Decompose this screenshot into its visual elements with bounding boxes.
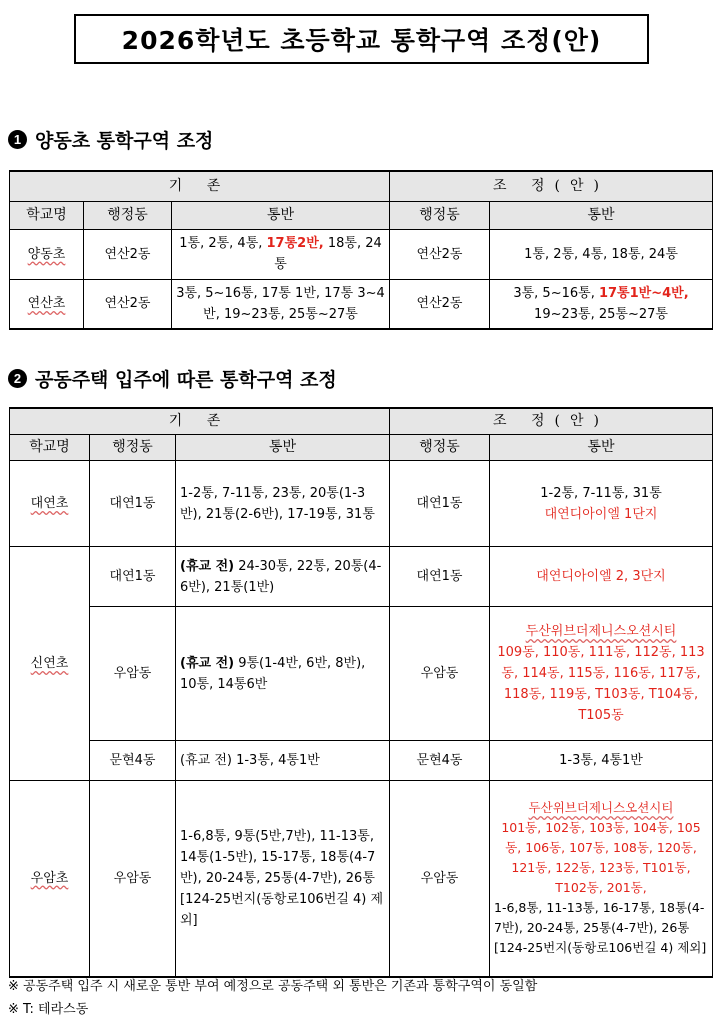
header-proposed: 조 정(안) [390,408,713,435]
new-complex-title: 두산위브더제니스오션시티 [528,800,674,816]
table-row [10,461,713,547]
section1-number-badge: 1 [8,130,27,149]
header-proposed: 조 정(안) [390,171,713,201]
table-row [10,547,713,607]
table-row [10,279,713,329]
dong-cell: 우암동 [90,607,176,741]
changed-tongban: 17통1반~4반, [598,285,689,301]
section2-heading [8,365,337,392]
col-dong: 행정동 [84,201,172,229]
dong-cell: 문현4동 [390,741,490,781]
tongban-cell: 1통, 2통, 4통, 17통2반, 18통, 24통 [172,229,390,279]
document-title-box [74,14,649,64]
tongban-cell [490,607,713,741]
footnote-1: ※ 공동주택 입주 시 새로운 통반 부여 예정으로 공동주택 외 통반은 기존과 통학구역이 동일함 [8,979,538,994]
section1-heading-text: 양동초 통학구역 조정 [35,130,214,152]
col-tongban: 통반 [176,435,390,461]
tongban-cell: 3통, 5~16통, 17통 1반, 17통 3~4반, 19~23통, 25통~27통 [172,279,390,329]
table-row [10,781,713,977]
section1-table [9,170,713,330]
changed-tongban: 17통2반, [266,236,324,251]
footnote-2: ※ T: 테라스동 [8,1002,89,1017]
header-existing: 기 존 [10,171,390,201]
dong-cell: 우암동 [90,781,176,977]
col-dong: 행정동 [390,201,490,229]
tongban-cell: 1통, 2통, 4통, 18통, 24통 [490,229,713,279]
section1-heading [8,126,213,153]
new-complex-buildings: 109동, 110동, 111동, 112동, 113동, 114동, 115동, 116동, 117동, 118동, 119동, T103동, T104동, T105동 [497,645,705,723]
dong-cell: 우암동 [390,781,490,977]
tongban-cell: 1-6,8통, 9통(5반,7반), 11-13통, 14통(1-5반), 15-17통, 18통(4-7반), 20-24통, 25통(4-7반), 26통[124-25번지(동항로106번길 4) 제외] [176,781,390,977]
section2-number-badge: 2 [8,369,27,388]
new-complex-buildings: 101동, 102동, 103동, 104동, 105동, 106동, 107동, 108동, 120동, 121동, 122동, 123동, T101동, T102동, 201동, [501,820,701,896]
tongban-cell: 3통, 5~16통, 17통1반~4반, 19~23통, 25통~27통 [490,279,713,329]
col-school: 학교명 [10,435,90,461]
school-name: 신연초 [30,656,69,671]
col-tongban: 통반 [490,435,713,461]
existing-tongban: 1-6,8통, 11-13통, 16-17통, 18통(4-7반), 20-24통, 25통(4-7반), 26통[124-25번지(동항로106번길 4) 제외] [494,900,707,956]
section2-heading-text: 공동주택 입주에 따른 통학구역 조정 [35,369,337,391]
dong-cell: 연산2동 [390,229,490,279]
col-tongban: 통반 [172,201,390,229]
table-row [10,741,713,781]
table-row [10,607,713,741]
dong-cell: 우암동 [390,607,490,741]
tongban-cell: 1-2통, 7-11통, 23통, 20통(1-3반), 21통(2-6반), 17-19통, 31통 [176,461,390,547]
tongban-cell: (휴교 전) 1-3통, 4통1반 [176,741,390,781]
col-tongban: 통반 [490,201,713,229]
school-name: 대연초 [30,496,69,511]
new-complex-title: 두산위브더제니스오션시티 [525,624,677,639]
dong-cell: 대연1동 [390,547,490,607]
dong-cell: 대연1동 [390,461,490,547]
dong-cell: 대연1동 [90,547,176,607]
tongban-cell: 1-2통, 7-11통, 31통 대연디아이엘 1단지 [490,461,713,547]
tongban-cell: 1-3통, 4통1반 [490,741,713,781]
table-row [10,229,713,279]
document-title: 2026학년도 초등학교 통학구역 조정(안) [121,26,602,55]
new-complex: 대연디아이엘 2, 3단지 [490,547,713,607]
dong-cell: 연산2동 [84,279,172,329]
col-dong: 행정동 [390,435,490,461]
school-name: 연산초 [27,296,66,312]
section2-table [9,407,713,978]
header-existing: 기 존 [10,408,390,435]
tongban-cell: (휴교 전) 24-30통, 22통, 20통(4-6반), 21통(1반) [176,547,390,607]
new-complex: 대연디아이엘 1단지 [544,506,658,522]
school-name: 우암초 [30,870,69,886]
school-name: 양동초 [27,246,66,262]
col-school: 학교명 [10,201,84,229]
dong-cell: 연산2동 [84,229,172,279]
dong-cell: 연산2동 [390,279,490,329]
col-dong: 행정동 [90,435,176,461]
dong-cell: 문현4동 [90,741,176,781]
tongban-cell [490,781,713,977]
dong-cell: 대연1동 [90,461,176,547]
tongban-cell: (휴교 전) 9통(1-4반, 6반, 8반), 10통, 14통6반 [176,607,390,741]
